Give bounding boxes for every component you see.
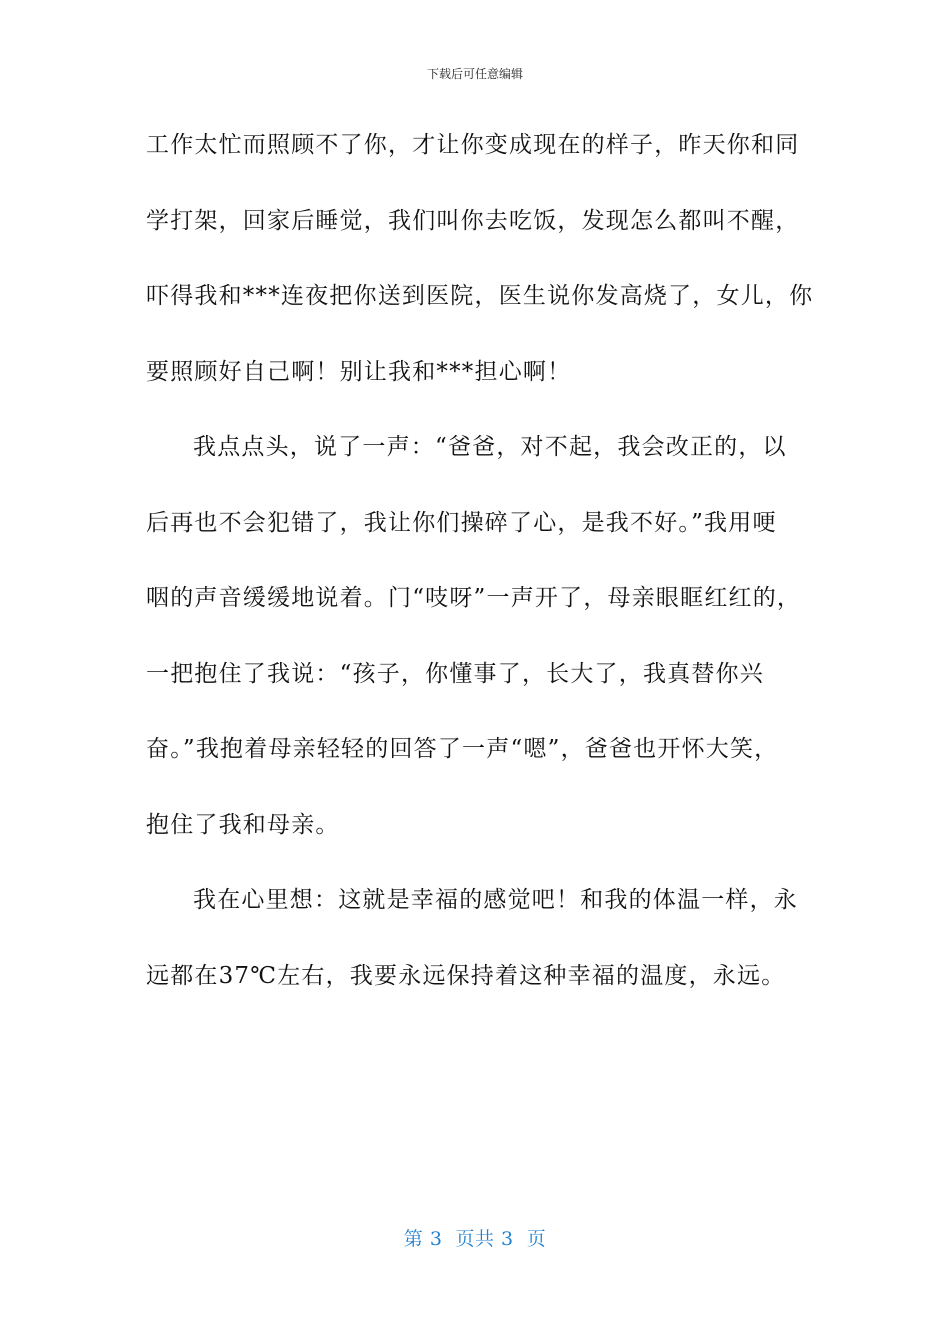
text-line: 远都在37℃左右，我要永远保持着这种幸福的温度，永远。 xyxy=(146,962,786,989)
paragraph-start-line: 我在心里想：这就是幸福的感觉吧！和我的体温一样，永 xyxy=(193,887,798,913)
text-line: 工作太忙而照顾不了你，才让你变成现在的样子，昨天你和同 xyxy=(146,132,800,158)
text-line: 奋。”我抱着母亲轻轻的回答了一声“嗯”，爸爸也开怀大笑， xyxy=(146,736,779,762)
page-header-note: 下载后可任意编辑 xyxy=(426,67,523,81)
page-number-footer: 第 3 页共 3 页 xyxy=(403,1228,547,1250)
text-line: 学打架，回家后睡觉，我们叫你去吃饭，发现怎么都叫不醒， xyxy=(146,207,800,234)
text-line: 咽的声音缓缓地说着。门“吱呀”一声开了，母亲眼眶红红的， xyxy=(146,585,802,611)
paragraph-start-line: 我点点头，说了一声：“爸爸，对不起，我会改正的，以 xyxy=(193,434,787,460)
text-line: 一把抱住了我说：“孩子，你懂事了，长大了，我真替你兴 xyxy=(146,660,764,687)
text-line: 后再也不会犯错了，我让你们操碎了心，是我不好。”我用哽 xyxy=(146,509,777,536)
document-body xyxy=(146,129,814,1035)
text-line: 要照顾好自己啊！别让我和***担心啊！ xyxy=(146,358,572,385)
text-line: 吓得我和***连夜把你送到医院，医生说你发高烧了，女儿，你 xyxy=(146,283,814,309)
text-line: 抱住了我和母亲。 xyxy=(146,811,340,838)
